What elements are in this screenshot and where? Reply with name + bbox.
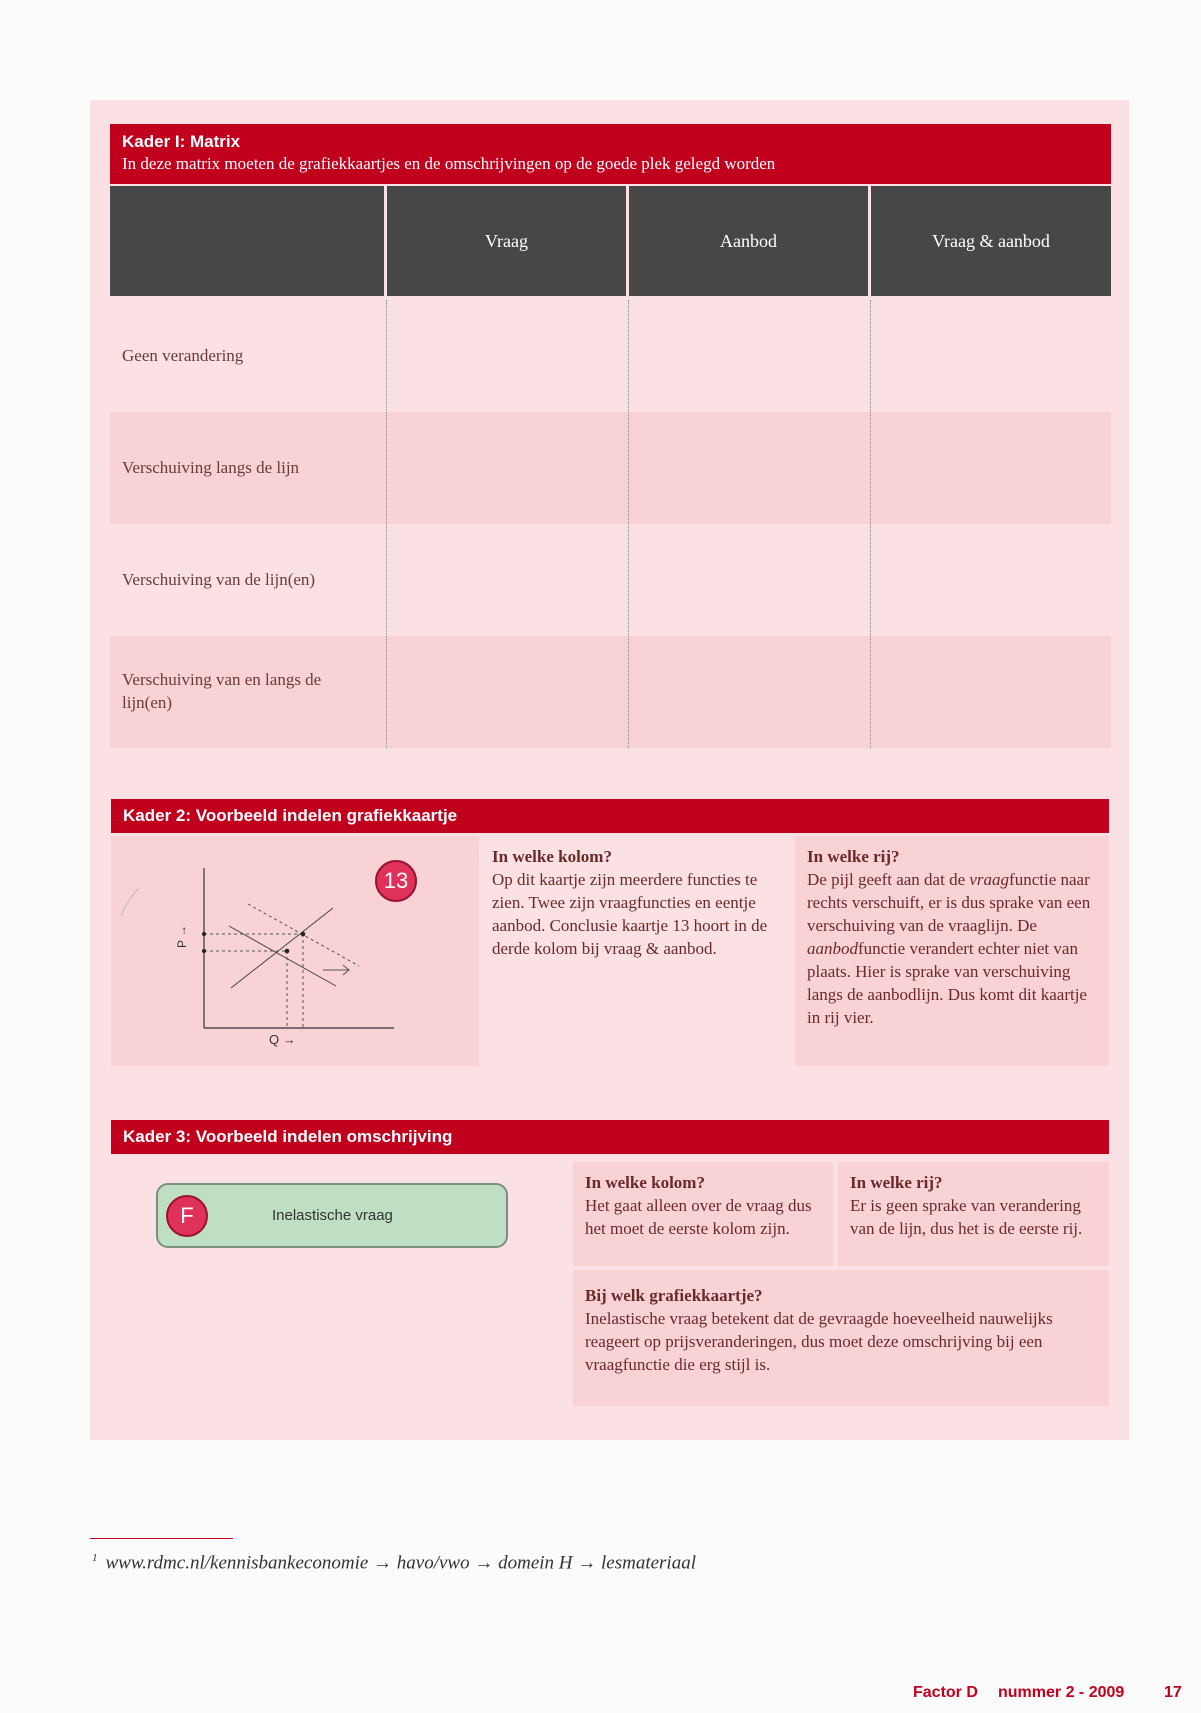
kader3-kolom	[585, 1171, 825, 1240]
rij-text-italic: aanbod	[807, 939, 858, 958]
matrix-divider	[386, 300, 387, 748]
kader2-title: Kader 2: Voorbeeld indelen grafiekkaartje	[123, 806, 458, 825]
matrix-row-label: Verschuiving langs de lijn	[122, 458, 300, 477]
matrix-row	[110, 524, 1111, 636]
footer-issue: nummer 2 - 2009	[998, 1684, 1125, 1701]
matrix-row-label: Verschuiving van en langs de lijn(en)	[122, 670, 322, 712]
kader3-kolom-box	[573, 1162, 833, 1266]
kader2-header	[111, 799, 1109, 833]
rij-text-part: functie naar rechts verschuift, er is dus sprake van een verschuiving van de vraaglijn. De	[807, 870, 1091, 935]
footnote	[92, 1552, 696, 1574]
kader3-title: Kader 3: Voorbeeld indelen omschrijving	[123, 1127, 453, 1146]
rij-text-part: De pijl geeft aan dat de	[807, 870, 970, 889]
matrix-header-vraag-aanbod: Vraag & aanbod	[871, 186, 1111, 296]
kader1-subtitle: In deze matrix moeten de grafiekkaartjes en de omschrijvingen op de goede plek gelegd worden	[122, 154, 776, 173]
axis-q-label: Q →	[269, 1032, 296, 1047]
kader2-rij-box	[795, 836, 1109, 1066]
kader2-kolom	[492, 845, 792, 960]
kader3-rij	[850, 1171, 1102, 1240]
matrix-divider	[870, 300, 871, 748]
matrix-row	[110, 300, 1111, 412]
rij-text-part: functie verandert echter niet van plaats. Hier is sprake van verschuiving langs de aanbodlijn. Dus komt dit kaartje in rij vier.	[807, 939, 1087, 1027]
kader3-kaartje-text: Inelastische vraag betekent dat de gevraagde hoeveelheid nauwelijks reageert op prijsveranderingen, dus moet deze omschrijving bij een vraagfunctie die erg stijl is.	[585, 1309, 1053, 1374]
footnote-link[interactable]: www.rdmc.nl/kennisbankeconomie → havo/vwo → domein H → lesmateriaal	[105, 1552, 696, 1574]
kader1-header	[110, 124, 1111, 184]
axis-p-label: P →	[175, 924, 189, 948]
kader3-kaartje-title: Bij welk grafiekkaartje?	[585, 1286, 763, 1305]
matrix-header-aanbod: Aanbod	[629, 186, 868, 296]
matrix-row-label: Geen verandering	[122, 346, 244, 365]
matrix-header-vraag: Vraag	[387, 186, 626, 296]
card-number-badge: 13	[375, 860, 417, 902]
footer-page-number: 17	[1164, 1684, 1182, 1701]
description-card-label: Inelastische vraag	[272, 1207, 393, 1224]
kader2-kolom-title: In welke kolom?	[492, 847, 612, 866]
kader3-kaartje	[585, 1284, 1095, 1376]
kader3-header	[111, 1120, 1109, 1154]
graph-card	[111, 836, 479, 1066]
kader2-rij-text	[807, 868, 1103, 1029]
matrix-header-empty	[110, 186, 384, 296]
kader3-rij-title: In welke rij?	[850, 1173, 943, 1192]
matrix-row	[110, 636, 1111, 748]
footnote-rule	[90, 1538, 233, 1539]
matrix-row-label: Verschuiving van de lijn(en)	[122, 570, 316, 589]
kader3-rij-box	[838, 1162, 1109, 1266]
kader2-rij	[807, 845, 1103, 1029]
kader2-rij-title: In welke rij?	[807, 847, 900, 866]
rij-text-italic: vraag	[969, 870, 1010, 889]
card-letter-badge: F	[166, 1195, 208, 1237]
footnote-marker: 1	[92, 1552, 98, 1564]
matrix-divider	[628, 300, 629, 748]
kader3-kolom-title: In welke kolom?	[585, 1173, 705, 1192]
kader3-rij-text: Er is geen sprake van verandering van de lijn, dus het is de eerste rij.	[850, 1196, 1083, 1238]
matrix-row	[110, 412, 1111, 524]
description-card	[156, 1183, 508, 1248]
kader2-kolom-text: Op dit kaartje zijn meerdere functies te zien. Twee zijn vraagfuncties en eentje aanbod. Conclusie kaartje 13 hoort in de derde kolom bij vraag & aanbod.	[492, 870, 768, 958]
kader3-kaartje-box	[573, 1270, 1109, 1406]
footer-magazine: Factor D	[913, 1684, 978, 1701]
kader1-title: Kader I: Matrix	[122, 132, 241, 151]
kader3-kolom-text: Het gaat alleen over de vraag dus het moet de eerste kolom zijn.	[585, 1196, 812, 1238]
